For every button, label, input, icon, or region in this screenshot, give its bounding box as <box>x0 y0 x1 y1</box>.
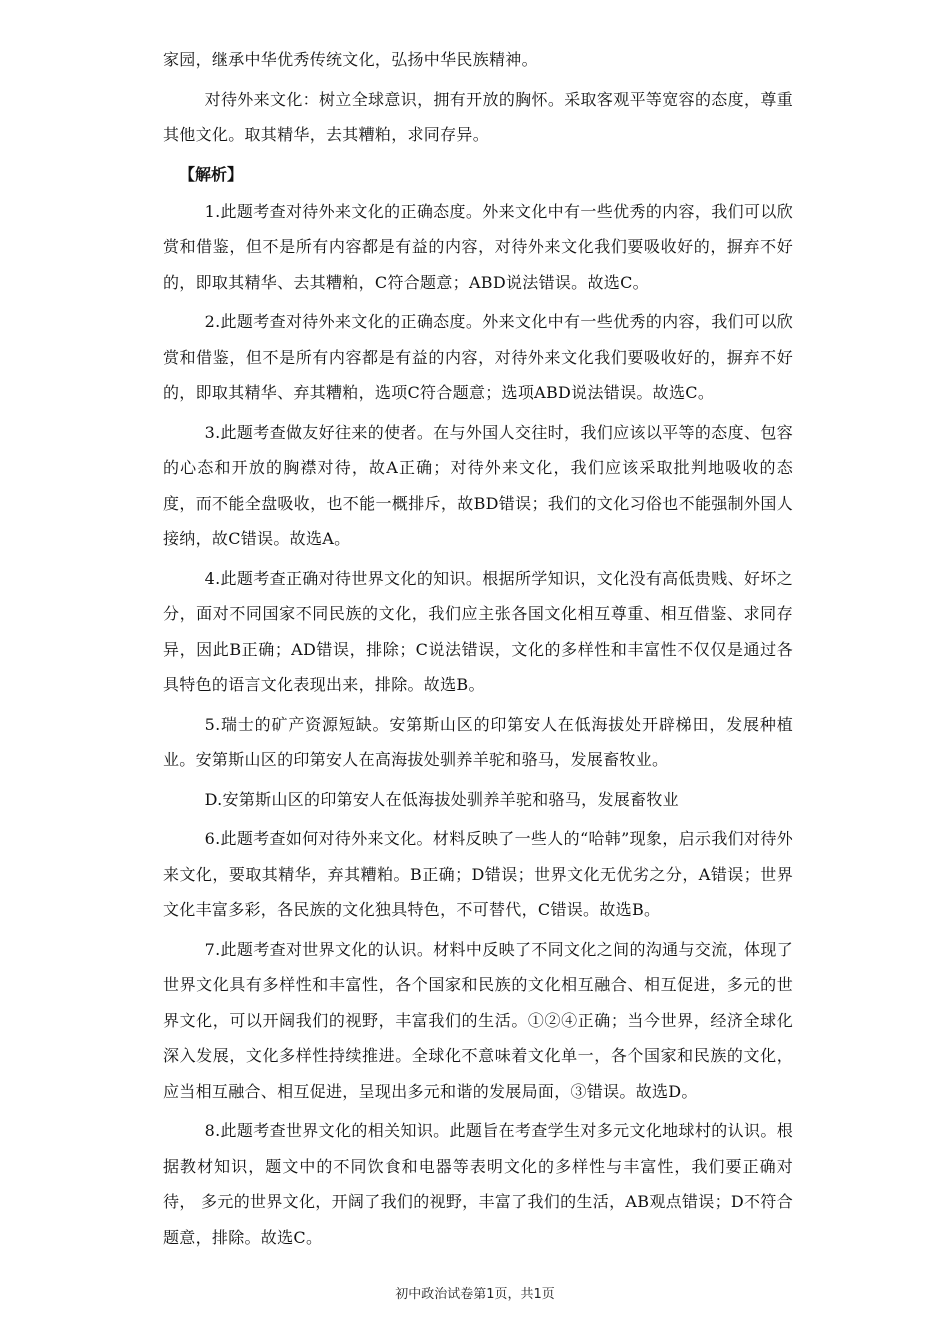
document-body <box>163 42 793 1259</box>
analysis-item-4: 4.此题考查正确对待世界文化的知识。根据所学知识，文化没有高低贵贱、好坏之分，面对不同国家不同民族的文化，我们应主张各国文化相互尊重、相互借鉴、求同存异，因此B正确；AD错误，排除；C说法错误，文化的多样性和丰富性不仅仅是通过各具特色的语言文化表现出来，排除。故选B。 <box>163 568 793 694</box>
analysis-heading: 【解析】 <box>179 164 244 184</box>
analysis-item-5: 5.瑞士的矿产资源短缺。安第斯山区的印第安人在低海拔处开辟梯田，发展种植业。安第斯山区的印第安人在高海拔处驯养羊驼和骆马，发展畜牧业。 <box>163 714 793 769</box>
page-footer: 初中政治试卷第1页，共1页 <box>395 1287 555 1302</box>
analysis-item-2: 2.此题考查对待外来文化的正确态度。外来文化中有一些优秀的内容，我们可以欣赏和借鉴，但不是所有内容都是有益的内容，对待外来文化我们要吸收好的，摒弃不好的，即取其精华、弃其糟粕，选项C符合题意；选项ABD说法错误。故选C。 <box>163 312 793 402</box>
analysis-item-8: 8.此题考查世界文化的相关知识。此题旨在考查学生对多元文化地球村的认识。根据教材知识，题文中的不同饮食和电器等表明文化的多样性与丰富性，我们要正确对待， 多元的世界文化，开阔了我们的视野，丰富了我们的生活，AB观点错误；D不符合题意，排除。故选C。 <box>163 1121 793 1247</box>
analysis-item-6: 6.此题考查如何对待外来文化。材料反映了一些人的“哈韩”现象，启示我们对待外来文化，要取其精华，弃其糟粕。B正确；D错误；世界文化无优劣之分，A错误；世界文化丰富多彩，各民族的文化独具特色，不可替代，C错误。故选B。 <box>163 829 793 919</box>
analysis-item-1: 1.此题考查对待外来文化的正确态度。外来文化中有一些优秀的内容，我们可以欣赏和借鉴，但不是所有内容都是有益的内容，对待外来文化我们要吸收好的，摒弃不好的，即取其精华、去其糟粕，C符合题意；ABD说法错误。故选C。 <box>163 201 793 292</box>
paragraph-continuation: 家园，继承中华优秀传统文化，弘扬中华民族精神。 <box>163 50 538 69</box>
paragraph-foreign-culture: 对待外来文化：树立全球意识，拥有开放的胸怀。采取客观平等宽容的态度，尊重其他文化。取其精华，去其糟粕，求同存异。 <box>163 89 793 144</box>
analysis-item-7: 7.此题考查对世界文化的认识。材料中反映了不同文化之间的沟通与交流，体现了世界文化具有多样性和丰富性，各个国家和民族的文化相互融合、相互促进，多元的世界文化，可以开阔我们的视野，丰富我们的生活。①②④正确；当今世界，经济全球化深入发展，文化多样性持续推进。全球化不意味着文化单一，各个国家和民族的文化，应当相互融合、相互促进，呈现出多元和谐的发展局面，③错误。故选D。 <box>163 939 793 1101</box>
analysis-item-3: 3.此题考查做友好往来的使者。在与外国人交往时，我们应该以平等的态度、包容的心态和开放的胸襟对待，故A正确；对待外来文化，我们应该采取批判地吸收的态度，而不能全盘吸收，也不能一概排斥，故BD错误；我们的文化习俗也不能强制外国人接纳，故C错误。故选A。 <box>163 422 793 548</box>
analysis-item-5-option-d: D.安第斯山区的印第安人在低海拔处驯养羊驼和骆马，发展畜牧业 <box>204 789 679 809</box>
